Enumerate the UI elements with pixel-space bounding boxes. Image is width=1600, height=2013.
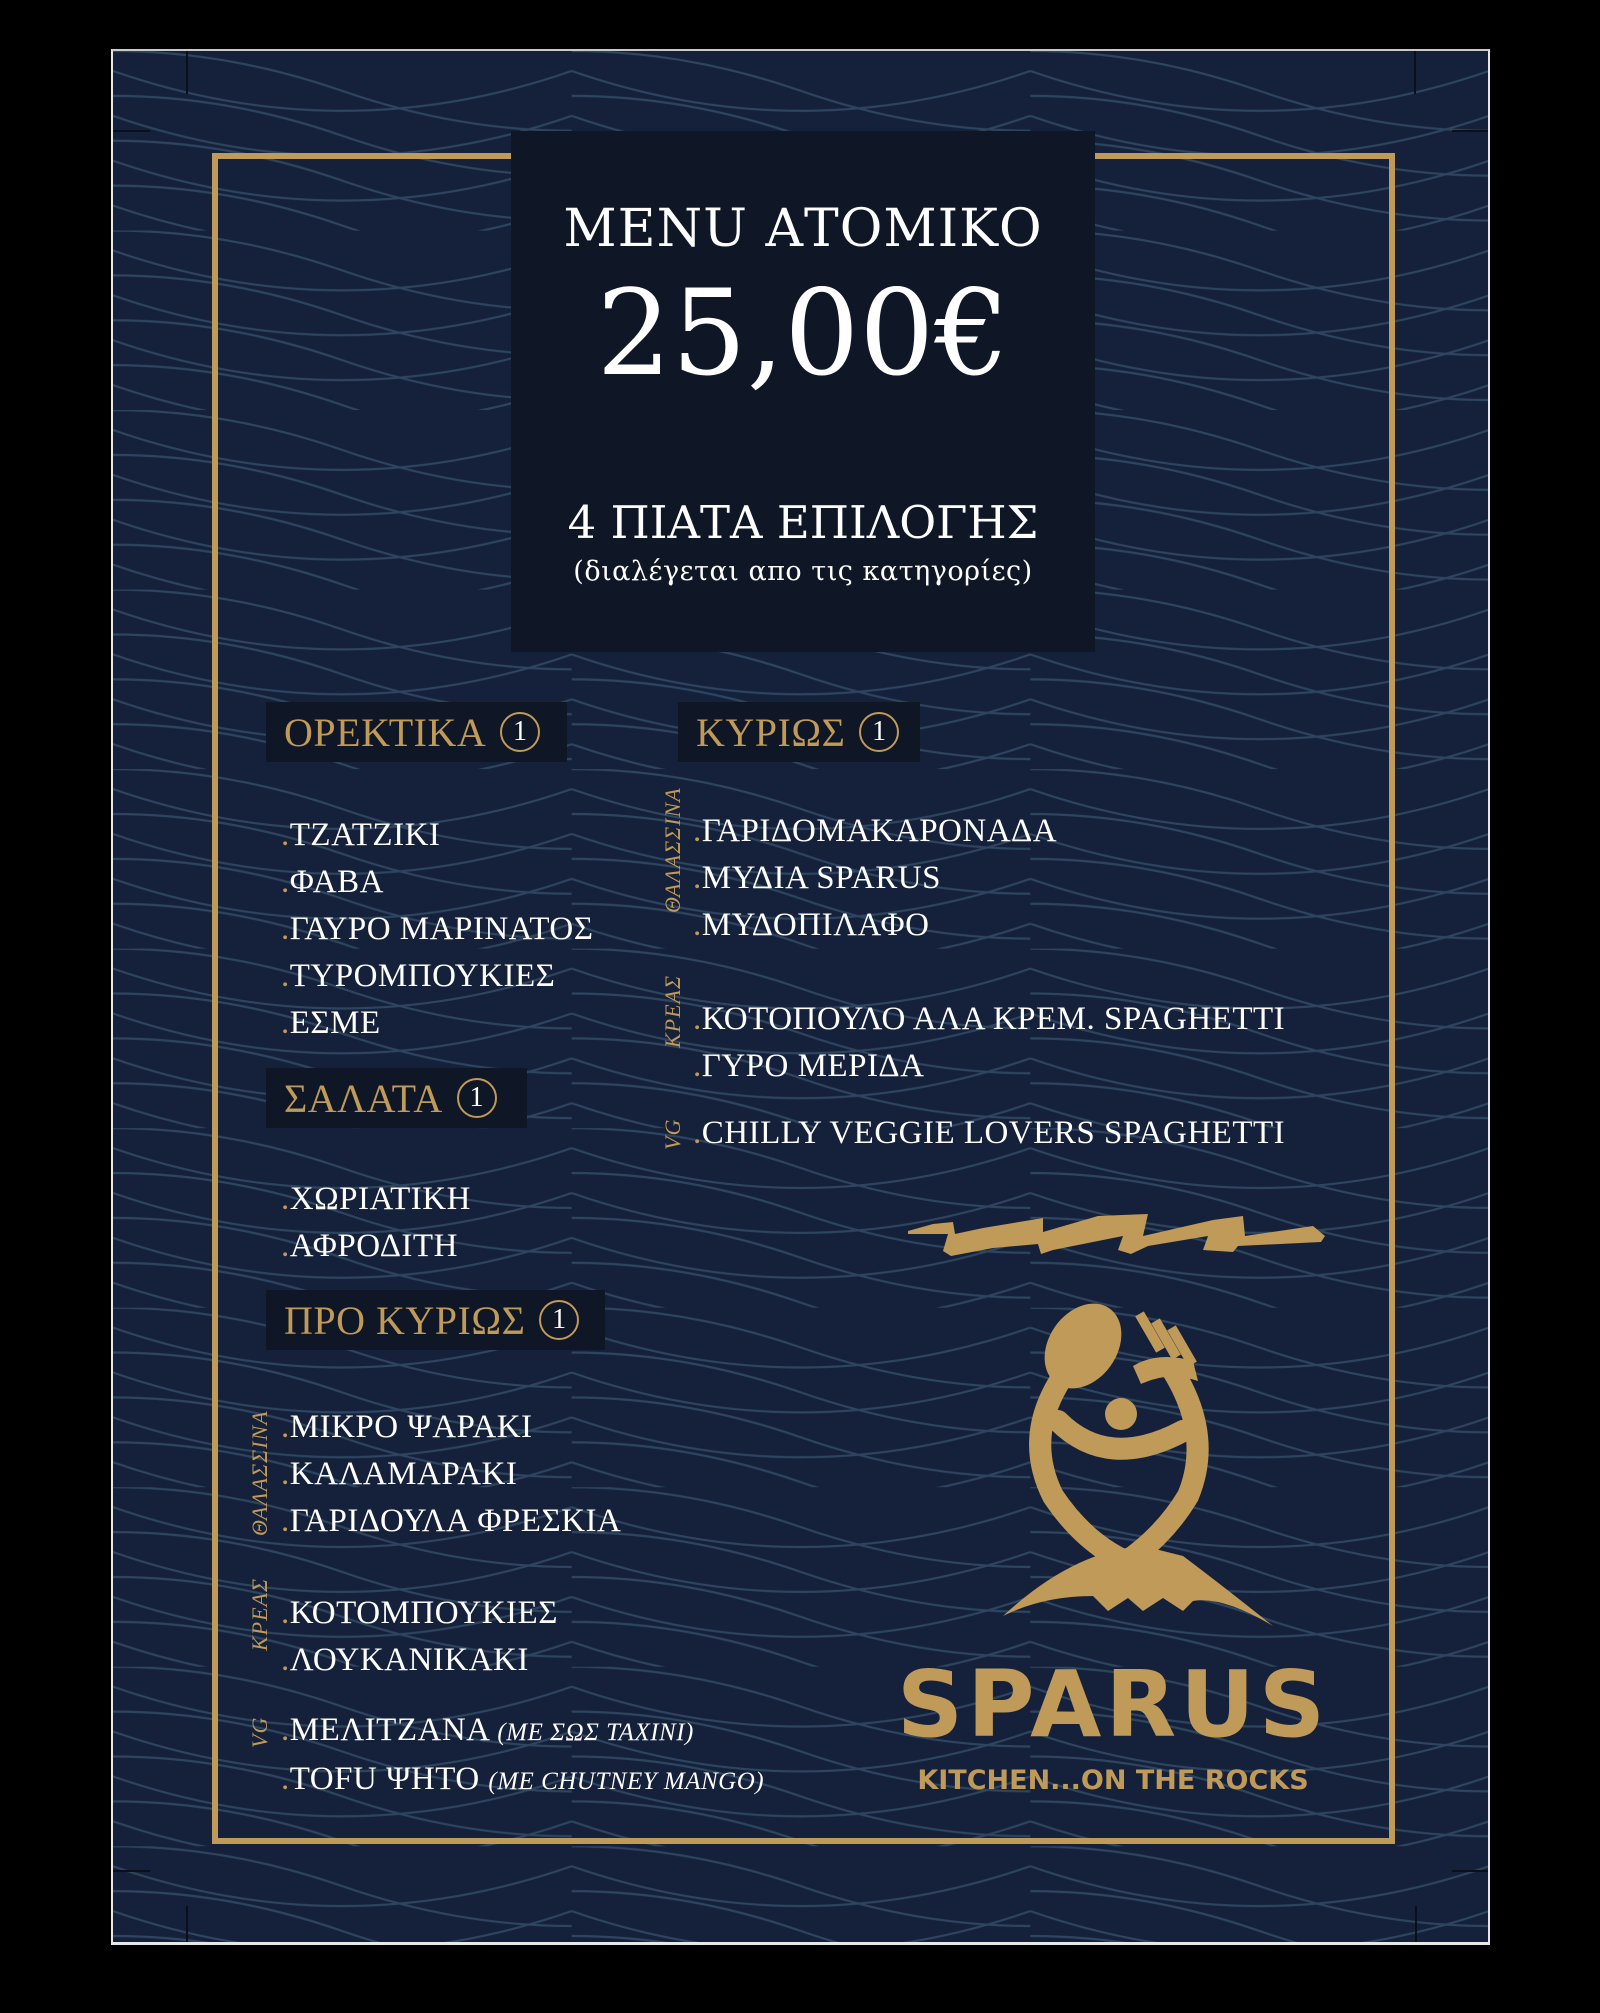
crop-mark [113, 1870, 150, 1872]
crop-mark [1452, 1870, 1490, 1872]
category-tag-vegan: VG [247, 1716, 272, 1748]
bullet: . [281, 1761, 290, 1797]
category-tag-meat: ΚΡΕΑΣ [660, 974, 685, 1048]
bullet: . [281, 1181, 290, 1217]
crop-mark [113, 130, 150, 132]
bullet: . [693, 813, 702, 849]
bullet: . [281, 1712, 290, 1748]
bullet: . [281, 1005, 290, 1041]
menu-item [281, 1451, 621, 1498]
menu-item [693, 808, 1057, 855]
kyrios-vegan-list [693, 1110, 1285, 1157]
bullet: . [281, 817, 290, 853]
item-name: ΤΖΑΤΖΙΚΙ [289, 817, 441, 853]
section-title: ΚΥΡΙΩΣ [696, 709, 846, 755]
item-name: ΓΥΡΟ ΜΕΡΙΔΑ [701, 1048, 925, 1084]
fish-spoon-fork-icon [893, 1206, 1333, 1806]
menu-price: 25,00€ [596, 264, 1010, 402]
menu-item [281, 1498, 621, 1545]
menu-item [281, 1404, 621, 1451]
salata-list [281, 1176, 471, 1270]
bullet: . [693, 1048, 702, 1084]
item-name: CHILLY VEGGIE LOVERS SPAGHETTI [701, 1115, 1286, 1151]
crop-mark [1452, 130, 1490, 132]
item-name: ΚΟΤΟΠΟΥΛΟ ΑΛΑ ΚΡΕΜ. SPAGHETTI [701, 1001, 1286, 1037]
menu-item [281, 1756, 764, 1805]
pro-kyrios-vegan-list [281, 1707, 764, 1805]
menu-item [281, 1000, 593, 1047]
pro-kyrios-meat-list [281, 1590, 558, 1684]
section-title: ΟΡΕΚΤΙΚΑ [284, 709, 487, 755]
bullet: . [693, 907, 702, 943]
brand-name: SPARUS [896, 1651, 1330, 1758]
section-label-orektika [266, 702, 567, 762]
crop-mark [1414, 51, 1416, 94]
item-name: ΜΥΔΙΑ SPARUS [701, 860, 941, 896]
menu-item [281, 1223, 471, 1270]
choice-count-badge: 1 [500, 712, 540, 752]
bullet: . [281, 1456, 290, 1492]
menu-item [281, 859, 593, 906]
menu-item [281, 1637, 558, 1684]
sparus-logo [893, 1206, 1333, 1806]
brand-tagline: KITCHEN...ON THE ROCKS [917, 1765, 1309, 1796]
item-name: ΜΕΛΙΤΖΑΝΑ [289, 1712, 489, 1748]
item-name: ΚΑΛΑΜΑΡΑΚΙ [289, 1456, 518, 1492]
bullet: . [281, 1595, 290, 1631]
item-name: ΤΥΡΟΜΠΟΥΚΙΕΣ [289, 958, 556, 994]
category-tag-seafood: ΘΑΛΑΣΣΙΝΑ [660, 787, 685, 913]
section-label-salata [266, 1068, 527, 1128]
item-name: ΓΑΥΡΟ ΜΑΡΙΝΑΤΟΣ [289, 911, 594, 947]
crop-mark [186, 1906, 188, 1945]
menu-item [281, 1707, 764, 1756]
choice-count-badge: 1 [457, 1078, 497, 1118]
menu-item [281, 953, 593, 1000]
menu-item [281, 1176, 471, 1223]
item-name: ΧΩΡΙΑΤΙΚΗ [289, 1181, 471, 1217]
selection-note: (διαλέγεται απο τις κατηγορίες) [573, 556, 1033, 587]
bullet: . [281, 864, 290, 900]
section-title: ΣΑΛΑΤΑ [284, 1075, 443, 1121]
kyrios-seafood-list [693, 808, 1057, 949]
menu-item [693, 1110, 1285, 1157]
item-name: ΑΦΡΟΔΙΤΗ [289, 1228, 458, 1264]
section-label-kyrios [678, 702, 920, 762]
category-tag-meat: ΚΡΕΑΣ [247, 1577, 272, 1651]
item-note: (ΜΕ ΣΩΣ ΤΑΧΙΝΙ) [497, 1719, 694, 1746]
pro-kyrios-seafood-list [281, 1404, 621, 1545]
menu-item [281, 1590, 558, 1637]
bullet: . [281, 911, 290, 947]
item-name: ΜΙΚΡΟ ΨΑΡΑΚΙ [289, 1409, 533, 1445]
item-name: ΓΑΡΙΔΟΜΑΚΑΡΟΝΑΔΑ [701, 813, 1058, 849]
section-label-pro-kyrios [266, 1290, 605, 1350]
price-header-box [511, 131, 1095, 652]
menu-item [693, 902, 1057, 949]
menu-card [111, 49, 1490, 1945]
bullet: . [281, 958, 290, 994]
menu-item [281, 812, 593, 859]
kyrios-meat-list [693, 996, 1285, 1090]
bullet: . [693, 1001, 702, 1037]
bullet: . [281, 1642, 290, 1678]
category-tag-seafood: ΘΑΛΑΣΣΙΝΑ [247, 1410, 272, 1536]
bullet: . [693, 1115, 702, 1151]
bullet: . [281, 1409, 290, 1445]
choice-count-badge: 1 [859, 712, 899, 752]
item-name: ΚΟΤΟΜΠΟΥΚΙΕΣ [289, 1595, 558, 1631]
dishes-count-subtitle: 4 ΠΙΑΤΑ ΕΠΙΛΟΓΗΣ [567, 496, 1039, 549]
item-name: ΕΣΜΕ [289, 1005, 381, 1041]
section-title: ΠΡΟ ΚΥΡΙΩΣ [284, 1297, 526, 1343]
menu-item [281, 906, 593, 953]
item-name: ΜΥΔΟΠΙΛΑΦΟ [701, 907, 930, 943]
item-name: ΓΑΡΙΔΟΥΛΑ ΦΡΕΣΚΙΑ [289, 1503, 622, 1539]
item-name: ΦΑΒΑ [289, 864, 384, 900]
crop-mark [186, 51, 188, 94]
menu-item [693, 855, 1057, 902]
bullet: . [281, 1503, 290, 1539]
choice-count-badge: 1 [539, 1300, 579, 1340]
orektika-list [281, 812, 593, 1047]
menu-title: MENU ΑΤΟΜΙΚΟ [563, 199, 1043, 259]
bullet: . [281, 1228, 290, 1264]
item-name: ΛΟΥΚΑΝΙΚΑΚΙ [289, 1642, 529, 1678]
menu-item [693, 996, 1285, 1043]
category-tag-vegan: VG [660, 1118, 685, 1150]
bullet: . [693, 860, 702, 896]
crop-mark [1415, 1906, 1417, 1945]
item-name: TOFU ΨΗΤΟ [289, 1761, 480, 1797]
item-note: (ΜΕ CHUTNEY MANGO) [488, 1768, 765, 1795]
menu-item [693, 1043, 1285, 1090]
